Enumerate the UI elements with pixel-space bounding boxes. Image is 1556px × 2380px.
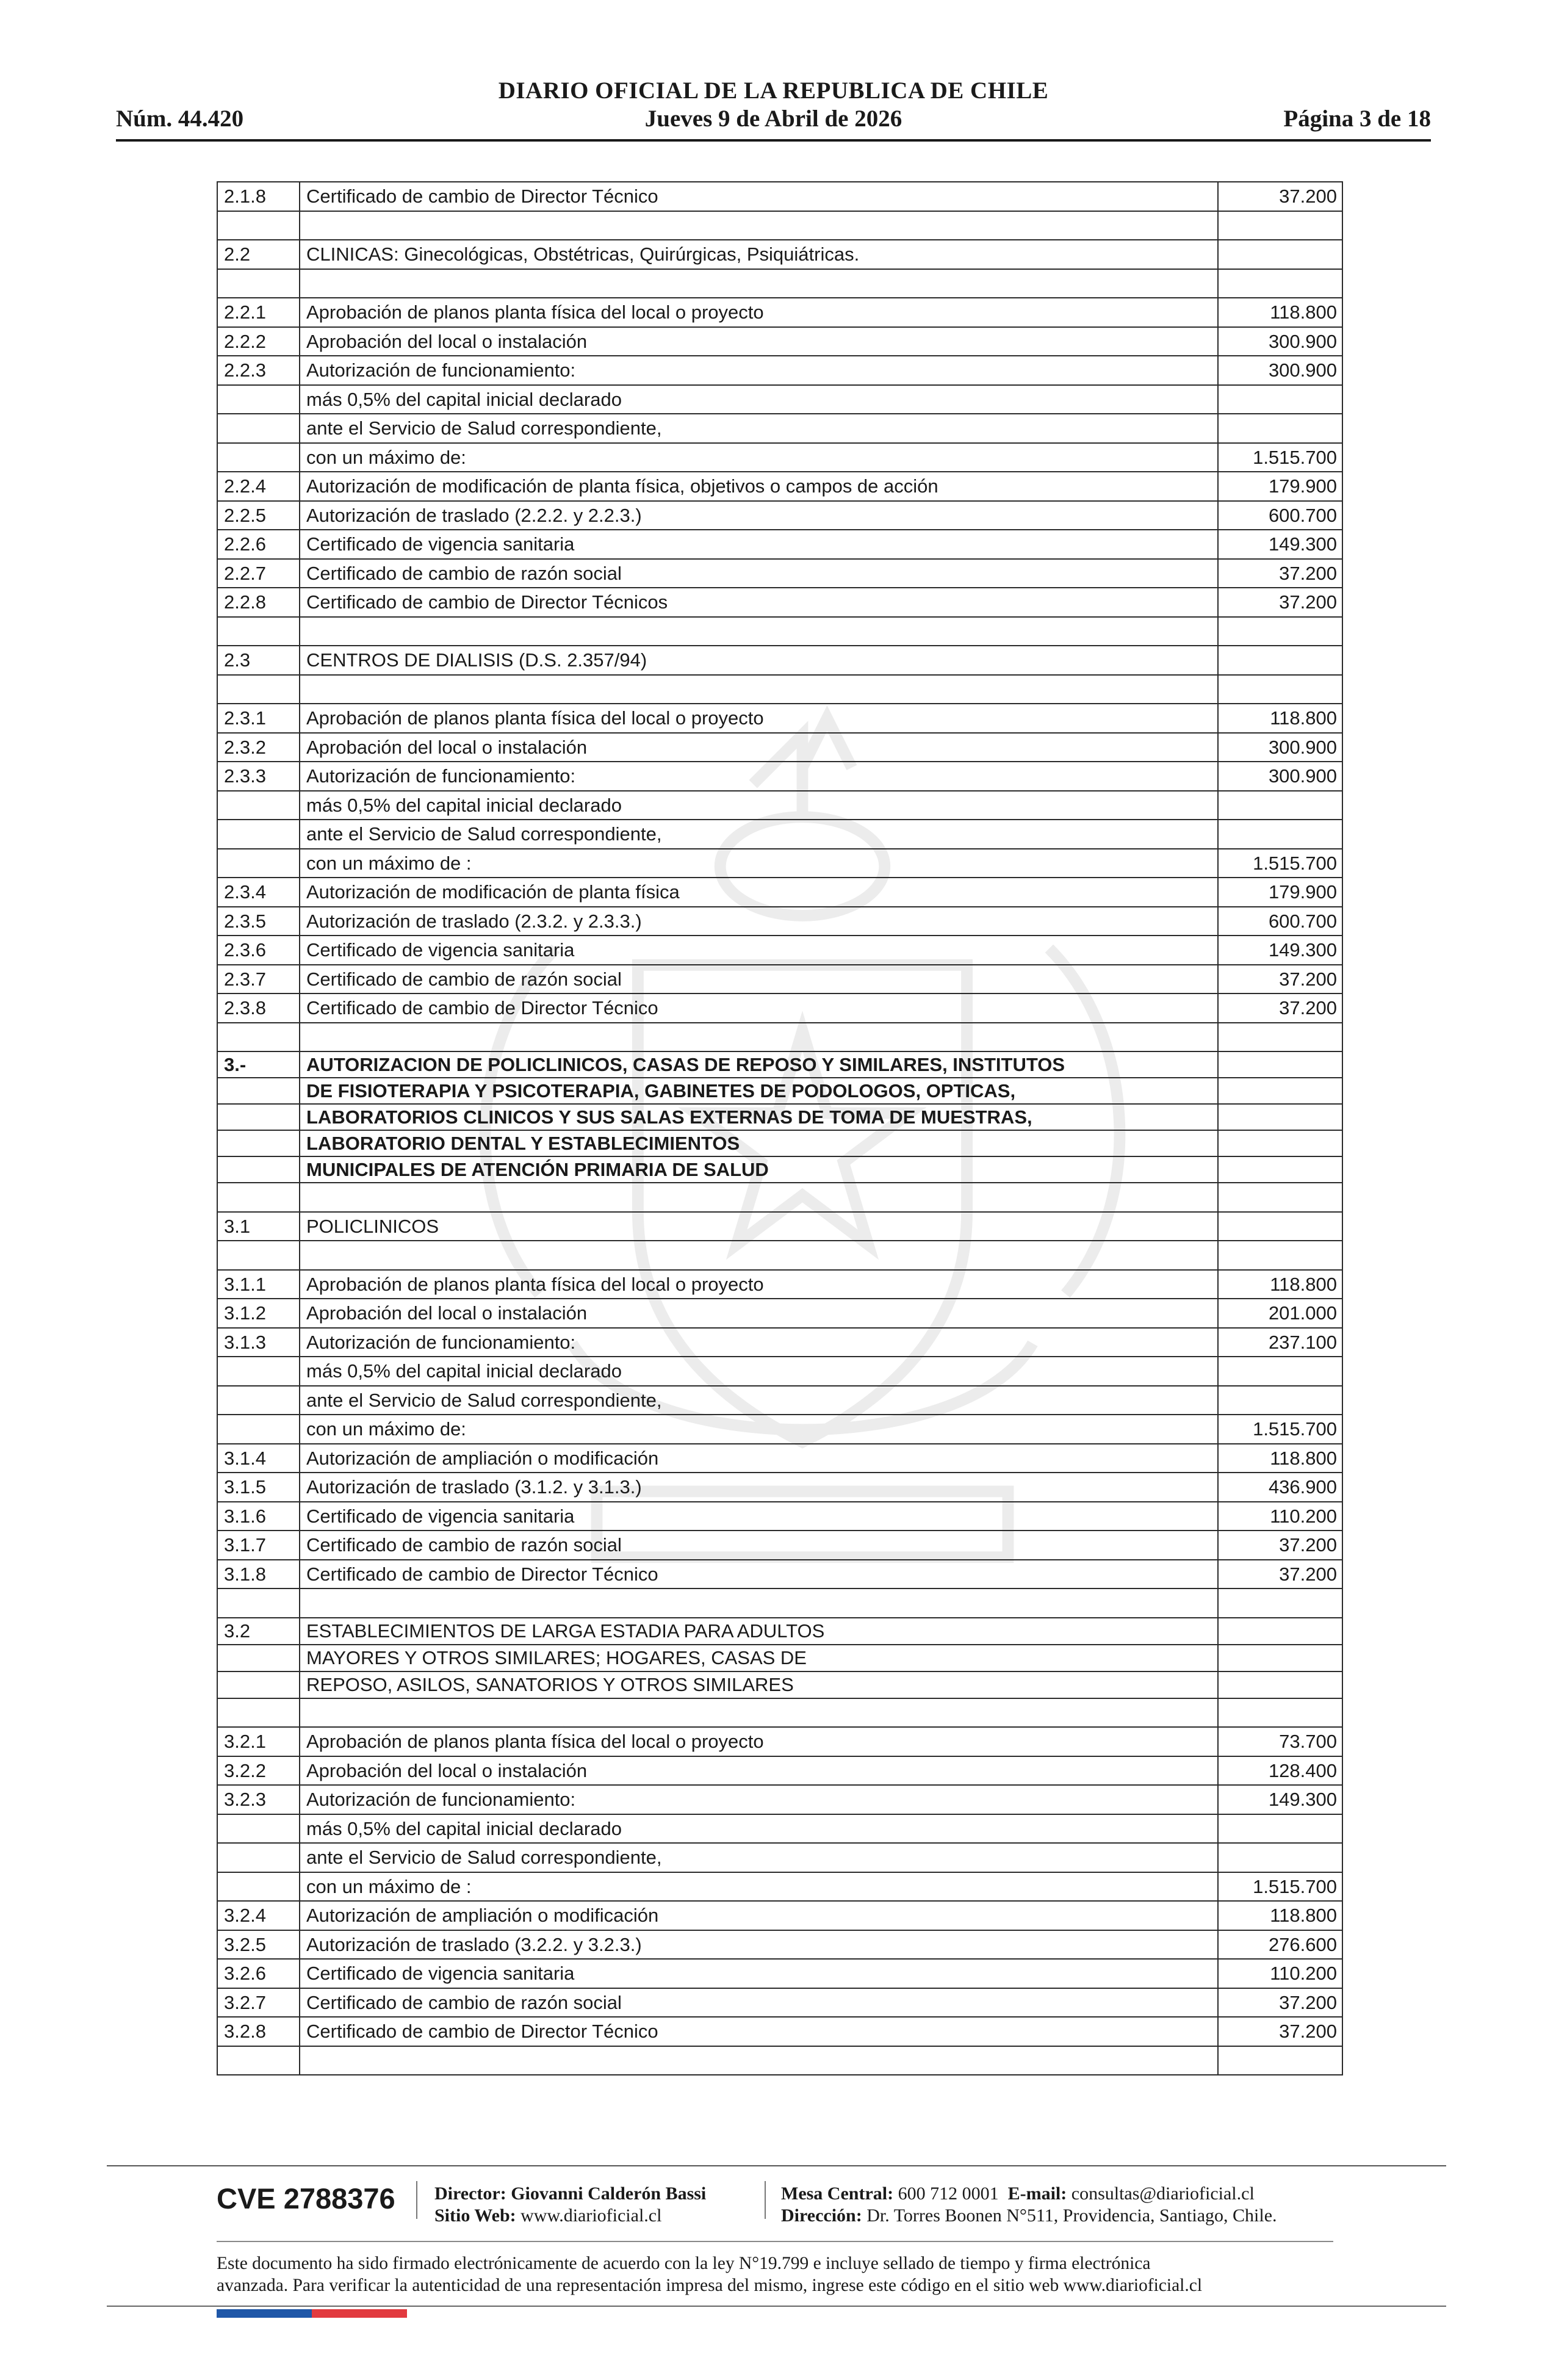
item-code [217,675,300,704]
section-heading-line: MUNICIPALES DE ATENCIÓN PRIMARIA DE SALUD [300,1156,1218,1183]
table-row [217,762,1342,791]
item-amount: 201.000 [1218,1299,1342,1328]
item-code [217,1386,300,1415]
item-amount [1218,1156,1342,1183]
table-row [217,182,1342,211]
item-code: 3.1.4 [217,1444,300,1473]
item-description: Certificado de cambio de razón social [300,1988,1218,2018]
item-code [217,1130,300,1156]
section-heading-row [217,1078,1342,1104]
item-code: 2.2.3 [217,356,300,385]
footer-separator [416,2181,417,2219]
item-code: 3.2.3 [217,1785,300,1814]
item-code [217,1671,300,1698]
item-code: 3.1.7 [217,1531,300,1560]
item-amount [1218,791,1342,820]
item-description: con un máximo de : [300,849,1218,878]
table-row [217,1328,1342,1357]
item-amount: 118.800 [1218,704,1342,733]
item-amount: 237.100 [1218,1328,1342,1357]
item-description [300,675,1218,704]
item-amount [1218,1183,1342,1212]
item-description: más 0,5% del capital inicial declarado [300,791,1218,820]
section-heading-line: REPOSO, ASILOS, SANATORIOS Y OTROS SIMILARES [300,1671,1218,1698]
issue-number: Núm. 44.420 [116,106,244,132]
item-amount: 37.200 [1218,2017,1342,2046]
item-description: más 0,5% del capital inicial declarado [300,385,1218,414]
item-amount [1218,240,1342,269]
table-row [217,907,1342,936]
item-amount [1218,1671,1342,1698]
item-code [217,385,300,414]
item-description: con un máximo de: [300,1415,1218,1444]
table-row [217,1901,1342,1930]
table-row [217,936,1342,965]
item-code: 2.3.2 [217,733,300,762]
item-code: 2.2.5 [217,501,300,530]
subsection-heading-row [217,1671,1342,1698]
table-row [217,1444,1342,1473]
item-description [300,211,1218,240]
email-link[interactable]: consultas@diarioficial.cl [1071,2183,1255,2204]
item-code: 3.2.4 [217,1901,300,1930]
cve-code: CVE 2788376 [217,2182,395,2215]
bottom-divider [107,2306,1446,2307]
item-amount: 118.800 [1218,298,1342,327]
item-amount: 1.515.700 [1218,443,1342,472]
item-code: 3.2.1 [217,1727,300,1756]
item-amount [1218,1814,1342,1844]
item-description [300,1241,1218,1270]
item-code [217,1023,300,1052]
section-heading-line: MAYORES Y OTROS SIMILARES; HOGARES, CASAS DE [300,1645,1218,1671]
table-row [217,240,1342,269]
table-row [217,588,1342,617]
address-label: Dirección: [781,2205,862,2226]
item-code: 3.1.8 [217,1560,300,1589]
table-row [217,2046,1342,2075]
item-amount: 300.900 [1218,762,1342,791]
item-amount [1218,385,1342,414]
website-link[interactable]: www.diarioficial.cl [520,2205,662,2226]
legal-line: Este documento ha sido firmado electrónicamente de acuerdo con la ley N°19.799 e incluye sellado de tiempo y firma electrónica [217,2254,1151,2273]
director-name: Giovanni Calderón Bassi [511,2183,707,2204]
item-code: 3.2.7 [217,1988,300,2018]
item-code: 2.1.8 [217,182,300,211]
item-code: 2.2.1 [217,298,300,327]
item-amount [1218,1241,1342,1270]
table-row [217,1756,1342,1786]
table-row [217,1959,1342,1988]
item-description: Autorización de funcionamiento: [300,356,1218,385]
item-description: Certificado de vigencia sanitaria [300,936,1218,965]
item-description: ante el Servicio de Salud correspondiente, [300,1843,1218,1872]
item-amount: 37.200 [1218,588,1342,617]
footer-contact-block [781,2183,1277,2227]
item-code [217,849,300,878]
section-code: 3.- [217,1051,300,1078]
table-row [217,704,1342,733]
item-description: Autorización de ampliación o modificación [300,1901,1218,1930]
item-code: 2.3.6 [217,936,300,965]
table-row [217,1357,1342,1386]
newspaper-title: DIARIO OFICIAL DE LA REPUBLICA DE CHILE [498,78,1049,104]
item-description: Certificado de cambio de Director Técnico [300,993,1218,1023]
item-code [217,1156,300,1183]
item-code: 3.1.1 [217,1270,300,1299]
item-amount [1218,1212,1342,1241]
item-amount [1218,1618,1342,1645]
table-row [217,559,1342,588]
item-amount [1218,675,1342,704]
item-amount [1218,1051,1342,1078]
item-amount: 37.200 [1218,182,1342,211]
page-indicator: Página 3 de 18 [1283,106,1431,132]
phone-number: 600 712 0001 [898,2183,999,2204]
table-row [217,993,1342,1023]
item-code: 3.1.6 [217,1502,300,1531]
item-amount: 128.400 [1218,1756,1342,1786]
item-amount: 436.900 [1218,1473,1342,1502]
item-description: más 0,5% del capital inicial declarado [300,1357,1218,1386]
item-code: 2.3 [217,646,300,675]
item-code [217,791,300,820]
item-description: Certificado de cambio de razón social [300,559,1218,588]
item-description: Autorización de traslado (2.2.2. y 2.2.3.) [300,501,1218,530]
item-code [217,443,300,472]
item-description: POLICLINICOS [300,1212,1218,1241]
item-description: con un máximo de: [300,443,1218,472]
section-heading-line: ESTABLECIMIENTOS DE LARGA ESTADIA PARA ADULTOS [300,1618,1218,1645]
item-amount [1218,1078,1342,1104]
item-description: Certificado de cambio de razón social [300,1531,1218,1560]
item-description [300,2046,1218,2075]
item-description: con un máximo de : [300,1872,1218,1902]
item-amount [1218,1130,1342,1156]
legal-line: avanzada. Para verificar la autenticidad de una representación impresa del mismo, ingrese este código en el sitio web www.diarioficial.cl [217,2276,1203,2295]
item-code [217,1357,300,1386]
table-row [217,1299,1342,1328]
item-code: 2.2.6 [217,530,300,559]
item-amount [1218,211,1342,240]
table-row [217,1502,1342,1531]
item-amount: 1.515.700 [1218,849,1342,878]
item-description: Aprobación de planos planta física del local o proyecto [300,1727,1218,1756]
phone-label: Mesa Central: [781,2183,894,2204]
fees-table-wrapper [217,181,1342,2075]
item-code: 2.3.1 [217,704,300,733]
table-row [217,878,1342,907]
item-code [217,820,300,849]
item-amount [1218,1843,1342,1872]
table-row [217,1988,1342,2018]
footer-director-block [434,2183,706,2227]
item-amount [1218,2046,1342,2075]
table-row [217,617,1342,646]
item-amount [1218,646,1342,675]
item-amount: 37.200 [1218,1531,1342,1560]
flag-color-bar [217,2309,407,2318]
table-row [217,820,1342,849]
table-row [217,1814,1342,1844]
item-description: Autorización de traslado (3.2.2. y 3.2.3.) [300,1930,1218,1960]
table-row [217,1531,1342,1560]
item-description: ante el Servicio de Salud correspondiente, [300,414,1218,443]
item-amount: 149.300 [1218,1785,1342,1814]
section-heading-line: LABORATORIO DENTAL Y ESTABLECIMIENTOS [300,1130,1218,1156]
section-code: 3.2 [217,1618,300,1645]
table-row [217,675,1342,704]
table-row [217,269,1342,298]
item-description: Autorización de modificación de planta física [300,878,1218,907]
table-row [217,414,1342,443]
item-amount: 300.900 [1218,356,1342,385]
item-description [300,1588,1218,1618]
flag-red-segment [312,2309,407,2318]
table-row [217,1473,1342,1502]
item-code: 2.3.4 [217,878,300,907]
item-amount: 276.600 [1218,1930,1342,1960]
item-description: Aprobación del local o instalación [300,327,1218,356]
table-row [217,1727,1342,1756]
table-row [217,1415,1342,1444]
item-amount: 37.200 [1218,559,1342,588]
subsection-heading-row [217,1645,1342,1671]
item-code: 3.1.2 [217,1299,300,1328]
item-code [217,2046,300,2075]
table-row [217,2017,1342,2046]
item-description: Autorización de ampliación o modificación [300,1444,1218,1473]
item-description [300,1023,1218,1052]
item-description: Certificado de cambio de Director Técnicos [300,588,1218,617]
table-row [217,472,1342,501]
item-amount: 118.800 [1218,1901,1342,1930]
table-row [217,443,1342,472]
item-amount [1218,414,1342,443]
footer-divider [217,2241,1333,2242]
item-code: 2.2 [217,240,300,269]
page-header [116,74,1431,143]
legal-notice [217,2252,1333,2296]
item-amount: 37.200 [1218,993,1342,1023]
table-row [217,501,1342,530]
item-amount [1218,1645,1342,1671]
item-code [217,1872,300,1902]
item-code: 3.2.8 [217,2017,300,2046]
item-amount: 149.300 [1218,530,1342,559]
item-amount: 37.200 [1218,1988,1342,2018]
fees-table [217,181,1343,2075]
item-amount [1218,1023,1342,1052]
item-amount: 73.700 [1218,1727,1342,1756]
item-code [217,1843,300,1872]
item-amount [1218,820,1342,849]
item-amount: 37.200 [1218,1560,1342,1589]
item-code [217,1104,300,1130]
item-description: Aprobación del local o instalación [300,1299,1218,1328]
item-code [217,1698,300,1728]
website-label: Sitio Web: [434,2205,516,2226]
section-heading-line: DE FISIOTERAPIA Y PSICOTERAPIA, GABINETES DE PODOLOGOS, OPTICAS, [300,1078,1218,1104]
item-description: Certificado de vigencia sanitaria [300,1502,1218,1531]
item-code [217,1078,300,1104]
section-heading-line: AUTORIZACION DE POLICLINICOS, CASAS DE REPOSO Y SIMILARES, INSTITUTOS [300,1051,1218,1078]
item-code: 2.2.2 [217,327,300,356]
item-code [217,1645,300,1671]
item-description: Autorización de modificación de planta física, objetivos o campos de acción [300,472,1218,501]
item-description: Aprobación de planos planta física del local o proyecto [300,704,1218,733]
item-amount: 110.200 [1218,1959,1342,1988]
item-code: 2.3.5 [217,907,300,936]
item-description: Autorización de funcionamiento: [300,762,1218,791]
table-row [217,298,1342,327]
item-description: CENTROS DE DIALISIS (D.S. 2.357/94) [300,646,1218,675]
item-amount: 179.900 [1218,878,1342,907]
email-label: E-mail: [1007,2183,1067,2204]
item-code [217,414,300,443]
table-row [217,1386,1342,1415]
item-description [300,1183,1218,1212]
item-amount [1218,1104,1342,1130]
item-description [300,269,1218,298]
item-code: 2.2.7 [217,559,300,588]
item-code: 3.1.3 [217,1328,300,1357]
table-row [217,1843,1342,1872]
item-code: 2.2.8 [217,588,300,617]
item-amount: 37.200 [1218,965,1342,994]
issue-date: Jueves 9 de Abril de 2026 [644,106,902,132]
flag-blue-segment [217,2309,312,2318]
item-description: Certificado de vigencia sanitaria [300,1959,1218,1988]
item-code: 2.2.4 [217,472,300,501]
table-row [217,1872,1342,1902]
item-description [300,1698,1218,1728]
table-row [217,1560,1342,1589]
section-heading-row [217,1104,1342,1130]
section-heading-line: LABORATORIOS CLINICOS Y SUS SALAS EXTERNAS DE TOMA DE MUESTRAS, [300,1104,1218,1130]
table-row [217,1241,1342,1270]
table-row [217,965,1342,994]
item-amount: 118.800 [1218,1270,1342,1299]
table-row [217,530,1342,559]
item-description: Autorización de traslado (2.3.2. y 2.3.3.) [300,907,1218,936]
item-description [300,617,1218,646]
item-amount: 179.900 [1218,472,1342,501]
table-row [217,1930,1342,1960]
item-amount [1218,269,1342,298]
footer-separator [765,2181,766,2219]
item-description: ante el Servicio de Salud correspondiente, [300,1386,1218,1415]
item-code: 3.2.2 [217,1756,300,1786]
item-amount: 300.900 [1218,327,1342,356]
item-description: Aprobación del local o instalación [300,733,1218,762]
item-description: Aprobación de planos planta física del local o proyecto [300,298,1218,327]
item-code [217,269,300,298]
item-amount [1218,1386,1342,1415]
table-row [217,791,1342,820]
item-code [217,1241,300,1270]
item-description: Autorización de funcionamiento: [300,1785,1218,1814]
item-description: CLINICAS: Ginecológicas, Obstétricas, Quirúrgicas, Psiquiátricas. [300,240,1218,269]
table-row [217,1023,1342,1052]
table-row [217,849,1342,878]
item-description: Certificado de cambio de Director Técnico [300,1560,1218,1589]
item-code: 3.1.5 [217,1473,300,1502]
table-row [217,356,1342,385]
item-code: 2.3.8 [217,993,300,1023]
table-row [217,646,1342,675]
table-row [217,1785,1342,1814]
item-code [217,1183,300,1212]
item-amount: 110.200 [1218,1502,1342,1531]
item-code: 3.2.5 [217,1930,300,1960]
item-amount [1218,1588,1342,1618]
table-row [217,327,1342,356]
section-heading-row [217,1130,1342,1156]
address-text: Dr. Torres Boonen N°511, Providencia, Santiago, Chile. [866,2205,1277,2226]
item-code: 2.3.3 [217,762,300,791]
item-description: más 0,5% del capital inicial declarado [300,1814,1218,1844]
section-heading-row [217,1051,1342,1078]
item-amount: 118.800 [1218,1444,1342,1473]
table-row [217,1698,1342,1728]
item-amount [1218,1698,1342,1728]
item-description: Certificado de cambio de Director Técnico [300,182,1218,211]
item-amount: 1.515.700 [1218,1872,1342,1902]
section-heading-row [217,1156,1342,1183]
item-description: Certificado de cambio de razón social [300,965,1218,994]
table-row [217,733,1342,762]
item-description: Autorización de traslado (3.1.2. y 3.1.3.) [300,1473,1218,1502]
item-code [217,1588,300,1618]
subsection-heading-row [217,1618,1342,1645]
item-description: Aprobación de planos planta física del local o proyecto [300,1270,1218,1299]
item-code [217,1814,300,1844]
item-code: 3.2.6 [217,1959,300,1988]
item-description: Autorización de funcionamiento: [300,1328,1218,1357]
item-amount: 1.515.700 [1218,1415,1342,1444]
item-code [217,1415,300,1444]
table-row [217,1183,1342,1212]
item-amount: 600.700 [1218,501,1342,530]
item-amount: 300.900 [1218,733,1342,762]
item-amount [1218,1357,1342,1386]
item-description: Certificado de cambio de Director Técnico [300,2017,1218,2046]
item-description: Aprobación del local o instalación [300,1756,1218,1786]
item-description: Certificado de vigencia sanitaria [300,530,1218,559]
item-code [217,617,300,646]
item-amount: 149.300 [1218,936,1342,965]
table-row [217,385,1342,414]
item-code [217,211,300,240]
item-amount: 600.700 [1218,907,1342,936]
item-code: 2.3.7 [217,965,300,994]
table-row [217,211,1342,240]
item-code: 3.1 [217,1212,300,1241]
table-row [217,1588,1342,1618]
table-row [217,1270,1342,1299]
footer-divider [107,2165,1446,2166]
item-description: ante el Servicio de Salud correspondiente, [300,820,1218,849]
table-row [217,1212,1342,1241]
header-divider [116,139,1431,142]
director-label: Director: [434,2183,506,2204]
item-amount [1218,617,1342,646]
